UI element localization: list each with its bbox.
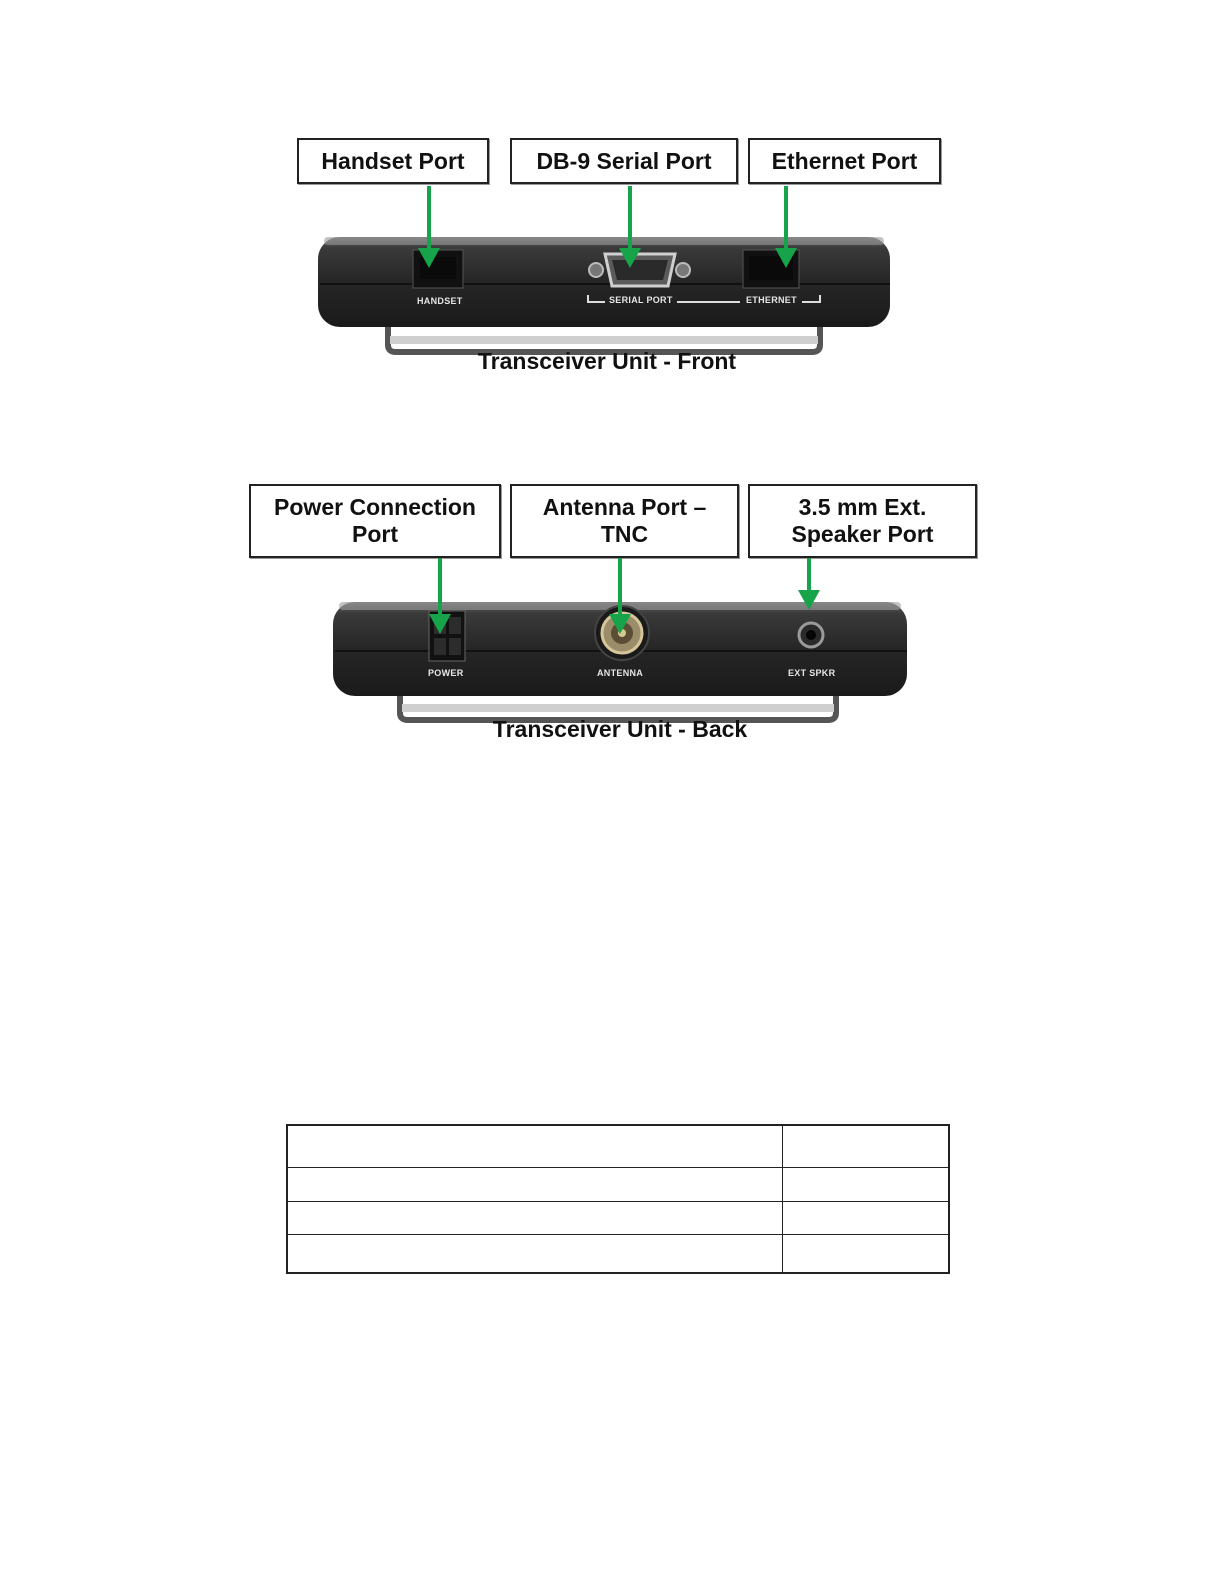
antenna-arrow bbox=[609, 558, 631, 640]
table-cell bbox=[288, 1202, 783, 1235]
handset-arrow bbox=[418, 186, 440, 268]
table-cell bbox=[288, 1168, 783, 1202]
front-caption: Transceiver Unit - Front bbox=[477, 348, 737, 374]
front-figure bbox=[240, 130, 990, 390]
power-port-callout: Power Connection Port bbox=[249, 484, 501, 558]
handset-device-label: HANDSET bbox=[417, 296, 463, 306]
serial-port-callout: DB-9 Serial Port bbox=[510, 138, 738, 184]
ethernet-port-callout: Ethernet Port bbox=[748, 138, 941, 184]
serial-arrow bbox=[619, 186, 641, 268]
ethernet-arrow bbox=[775, 186, 797, 268]
back-figure bbox=[240, 478, 990, 768]
ethernet-device-label: ETHERNET bbox=[746, 295, 797, 305]
power-device-label: POWER bbox=[428, 668, 464, 678]
handset-port-callout: Handset Port bbox=[297, 138, 489, 184]
antenna-port-callout: Antenna Port – TNC bbox=[510, 484, 739, 558]
power-arrow bbox=[429, 558, 451, 640]
back-caption: Transceiver Unit - Back bbox=[492, 716, 748, 742]
table-cell bbox=[288, 1235, 783, 1273]
table-cell bbox=[288, 1126, 783, 1168]
table-cell bbox=[783, 1235, 949, 1273]
serial-device-label: SERIAL PORT bbox=[609, 295, 673, 305]
antenna-device-label: ANTENNA bbox=[597, 668, 644, 678]
table-cell bbox=[783, 1202, 949, 1235]
table-cell bbox=[783, 1126, 949, 1168]
ext-spkr-device-label: EXT SPKR bbox=[788, 668, 836, 678]
empty-table bbox=[286, 1124, 950, 1274]
speaker-arrow bbox=[798, 558, 820, 618]
table-cell bbox=[783, 1168, 949, 1202]
speaker-port-callout: 3.5 mm Ext. Speaker Port bbox=[748, 484, 977, 558]
